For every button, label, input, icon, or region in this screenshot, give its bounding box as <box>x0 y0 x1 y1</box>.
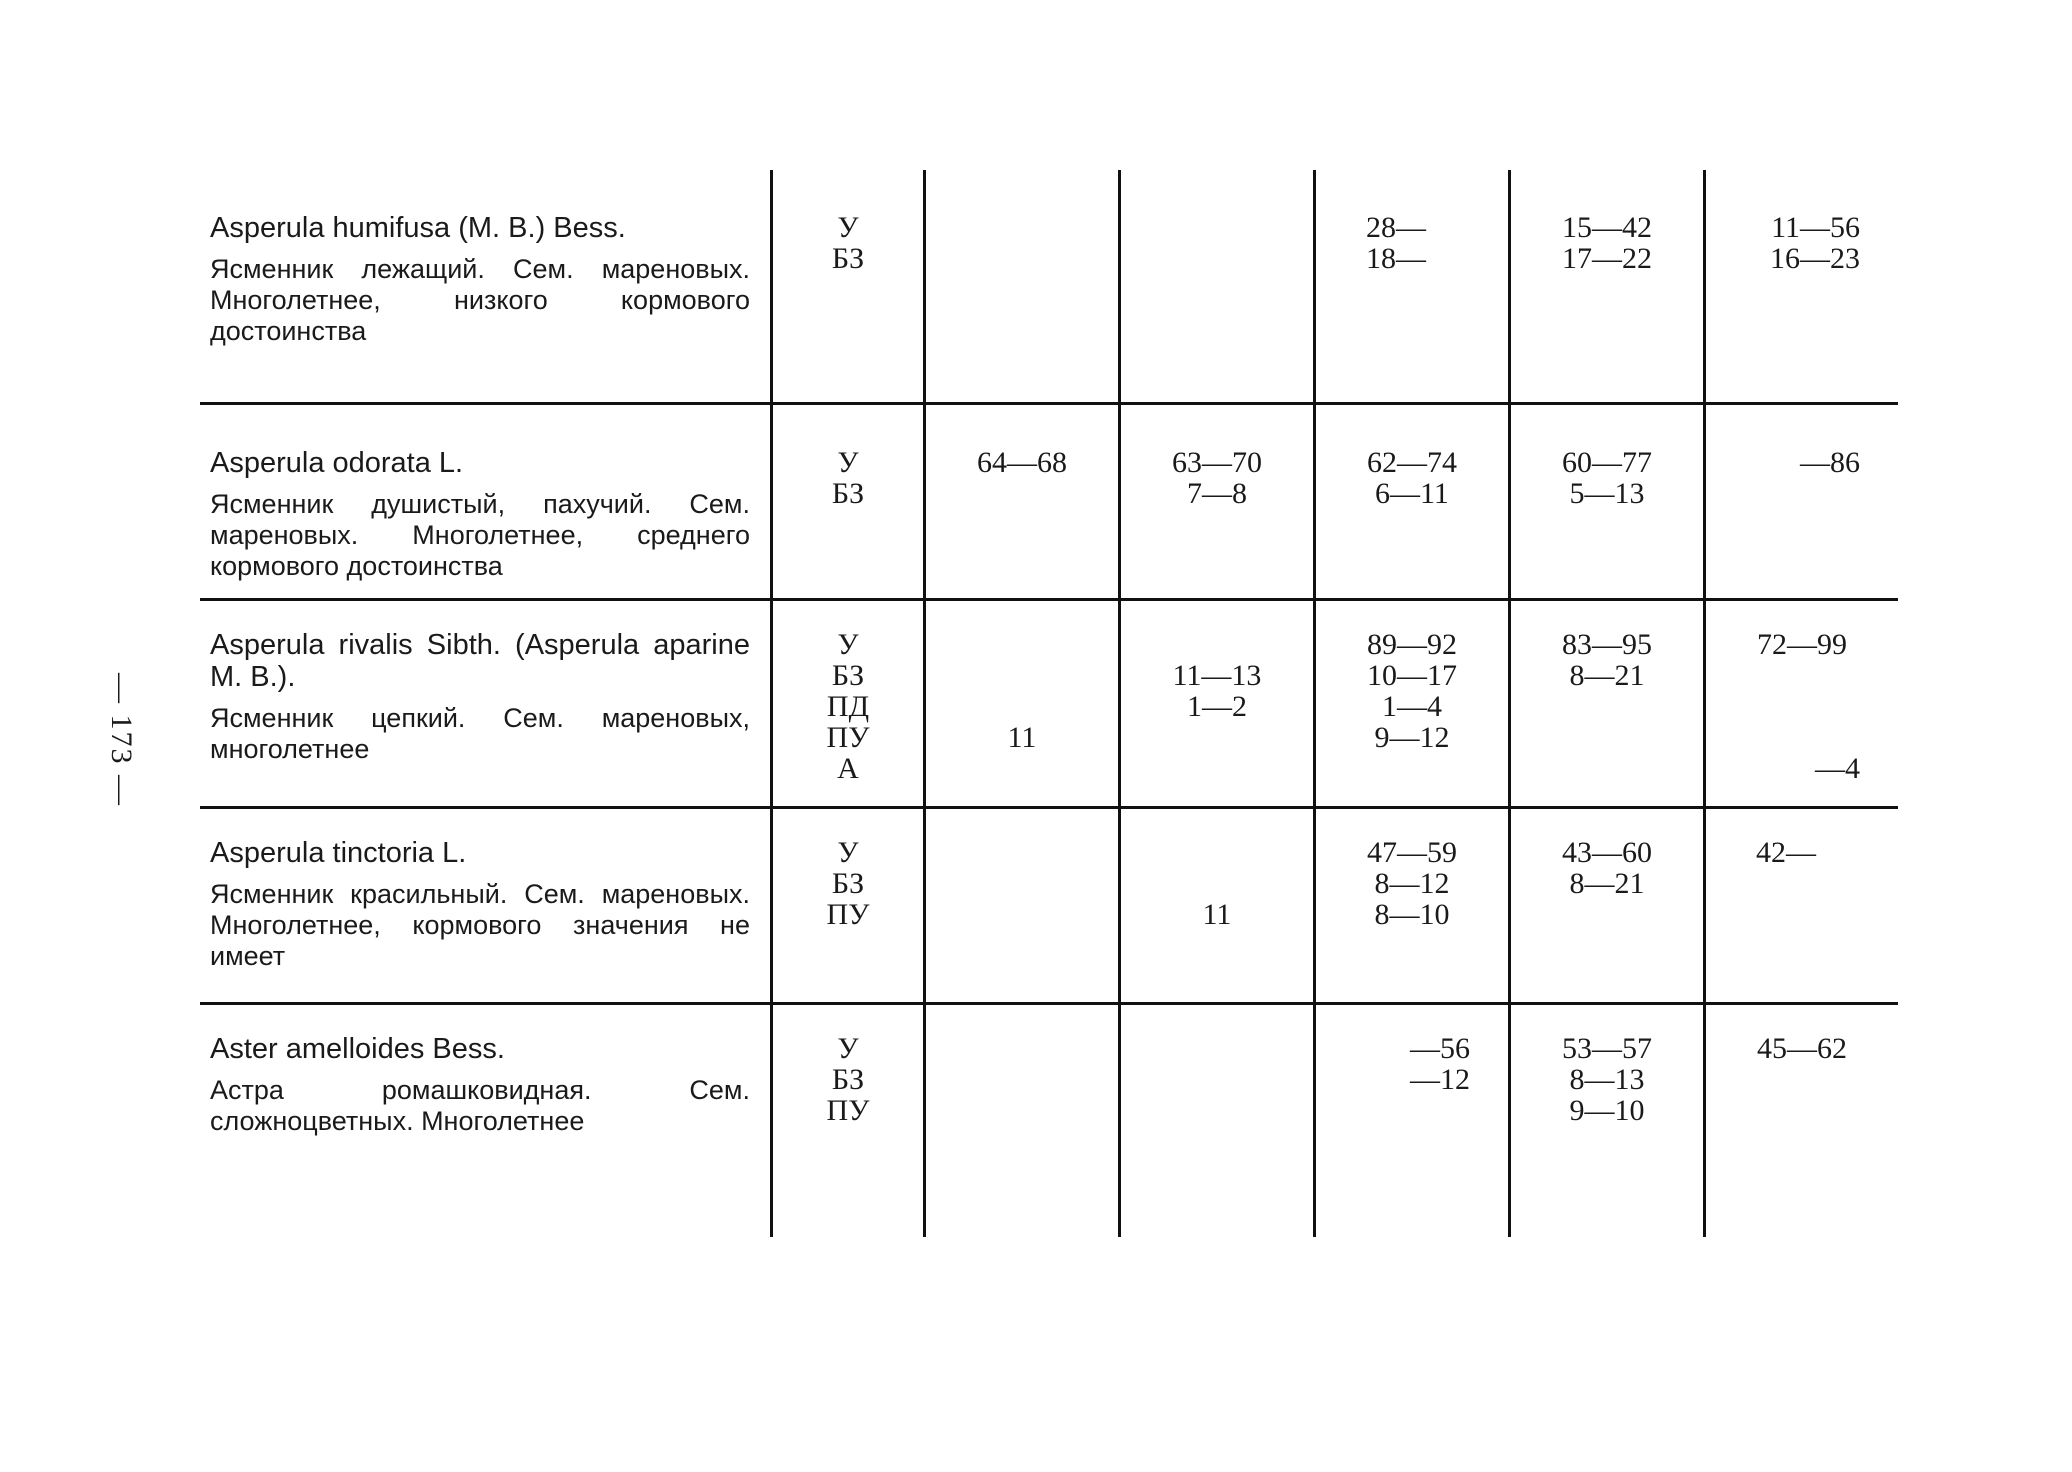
species-description: Ясменник лежащий. Сем. мареновых. Многолетнее, низкого кормового достоинства <box>210 254 750 346</box>
code: У <box>837 446 859 479</box>
value: 9—12 <box>1374 721 1450 754</box>
value-cell-1 <box>926 601 1118 796</box>
table-row <box>200 600 1898 808</box>
species-description: Астра ромашковидная. Сем. сложноцветных. Многолетнее <box>210 1075 750 1136</box>
value: 72—99 <box>1757 628 1847 661</box>
value <box>1706 691 1898 722</box>
value: 15—42 <box>1562 211 1652 244</box>
value <box>926 660 1118 691</box>
value-cell-5 <box>1706 405 1898 490</box>
value-cell-5 <box>1706 601 1898 796</box>
table-row <box>200 170 1898 404</box>
table-row <box>200 808 1898 1004</box>
code-list <box>773 1005 923 1138</box>
value-cell-2 <box>1121 809 1313 942</box>
value: 7—8 <box>1187 477 1247 510</box>
value-cell-3 <box>1316 405 1508 521</box>
value-cell-5 <box>1706 170 1898 286</box>
value: 9—10 <box>1569 1094 1645 1127</box>
value: 5—13 <box>1569 477 1645 510</box>
value-cell-2 <box>1120 170 1315 404</box>
species-cell <box>200 809 770 972</box>
code-list <box>773 809 923 942</box>
value: —56 <box>1410 1032 1470 1065</box>
value: 63—70 <box>1172 446 1262 479</box>
value-cell-4 <box>1511 809 1703 911</box>
value: 45—62 <box>1757 1032 1847 1065</box>
latin-name: Asperula rivalis Sibth. (Asperula aparine M. B.). <box>210 629 750 693</box>
value <box>1121 868 1313 899</box>
value: 8—13 <box>1569 1063 1645 1096</box>
value: 62—74 <box>1367 446 1457 479</box>
code: БЗ <box>831 242 865 275</box>
value: —86 <box>1800 446 1860 479</box>
value-cell-5 <box>1706 1005 1898 1076</box>
code: У <box>837 211 859 244</box>
value: 47—59 <box>1367 836 1457 869</box>
value-cell-4 <box>1511 170 1703 286</box>
species-cell <box>200 1005 770 1137</box>
value-cell-3 <box>1316 1005 1508 1107</box>
value: 1—2 <box>1187 690 1247 723</box>
value <box>1121 629 1313 660</box>
value-cell-2 <box>1120 1004 1315 1238</box>
value-cell-5 <box>1706 809 1898 880</box>
code: У <box>837 836 859 869</box>
value: 89—92 <box>1367 628 1457 661</box>
value-cell-3 <box>1316 809 1508 942</box>
value: 43—60 <box>1562 836 1652 869</box>
value <box>1316 753 1508 784</box>
value <box>1706 660 1898 691</box>
table-row <box>200 1004 1898 1238</box>
code: ПУ <box>826 721 870 754</box>
code: ПУ <box>826 898 870 931</box>
code: У <box>837 1032 859 1065</box>
species-description: Ясменник красильный. Сем. мареновых. Многолетнее, кормового значения не имеет <box>210 879 750 971</box>
code: ПД <box>826 690 870 723</box>
species-table <box>200 170 1898 1237</box>
code: БЗ <box>831 867 865 900</box>
value: —4 <box>1815 752 1860 785</box>
value-cell-1 <box>925 808 1120 1004</box>
value-cell-3 <box>1316 170 1508 286</box>
value-cell-2 <box>1121 601 1313 796</box>
value: 18— <box>1366 242 1426 275</box>
value: 83—95 <box>1562 628 1652 661</box>
latin-name: Asperula tinctoria L. <box>210 837 467 869</box>
code: БЗ <box>831 659 865 692</box>
value: 16—23 <box>1770 242 1860 275</box>
value <box>1511 722 1703 753</box>
value: 8—21 <box>1569 659 1645 692</box>
code: У <box>837 628 859 661</box>
code: БЗ <box>831 1063 865 1096</box>
value-cell-1 <box>926 405 1118 490</box>
species-cell <box>200 170 770 347</box>
value: 11 <box>1007 721 1037 754</box>
species-description: Ясменник цепкий. Сем. мареновых, многолетнее <box>210 703 750 764</box>
value <box>1121 722 1313 753</box>
code-list <box>773 601 923 796</box>
value-cell-4 <box>1511 1005 1703 1138</box>
value: 6—11 <box>1375 477 1449 510</box>
value: 8—12 <box>1374 867 1450 900</box>
value: 8—21 <box>1569 867 1645 900</box>
table-row <box>200 404 1898 600</box>
value: 17—22 <box>1562 242 1652 275</box>
code: А <box>837 752 859 785</box>
value: —12 <box>1410 1063 1470 1096</box>
code: ПУ <box>826 1094 870 1127</box>
value <box>926 629 1118 660</box>
value: 64—68 <box>977 446 1067 479</box>
latin-name: Asperula humifusa (M. B.) Bess. <box>210 212 626 244</box>
value: 42— <box>1756 836 1816 869</box>
latin-name: Aster amelloides Bess. <box>210 1033 505 1065</box>
value-cell-3 <box>1316 601 1508 796</box>
value <box>1706 722 1898 753</box>
value-cell-4 <box>1511 405 1703 521</box>
value <box>926 691 1118 722</box>
value: 60—77 <box>1562 446 1652 479</box>
latin-name: Asperula odorata L. <box>210 447 464 479</box>
value: 8—10 <box>1374 898 1450 931</box>
value <box>1511 753 1703 784</box>
code: БЗ <box>831 477 865 510</box>
value-cell-4 <box>1511 601 1703 796</box>
page-number: — 173 — <box>105 673 138 807</box>
value-cell-1 <box>925 1004 1120 1238</box>
value <box>1121 837 1313 868</box>
value: 28— <box>1366 211 1426 244</box>
value <box>1121 753 1313 784</box>
code-list <box>773 405 923 521</box>
value: 11 <box>1202 898 1232 931</box>
value <box>1511 691 1703 722</box>
value <box>926 753 1118 784</box>
value: 10—17 <box>1367 659 1457 692</box>
value-cell-2 <box>1121 405 1313 521</box>
value: 11—13 <box>1172 659 1262 692</box>
value: 11—56 <box>1771 211 1860 244</box>
value-cell-1 <box>925 170 1120 404</box>
value: 53—57 <box>1562 1032 1652 1065</box>
value: 1—4 <box>1382 690 1442 723</box>
species-description: Ясменник душистый, пахучий. Сем. мареновых. Многолетнее, среднего кормового достоинства <box>210 489 750 581</box>
code-list <box>773 170 923 286</box>
species-cell <box>200 601 770 765</box>
species-cell <box>200 405 770 582</box>
